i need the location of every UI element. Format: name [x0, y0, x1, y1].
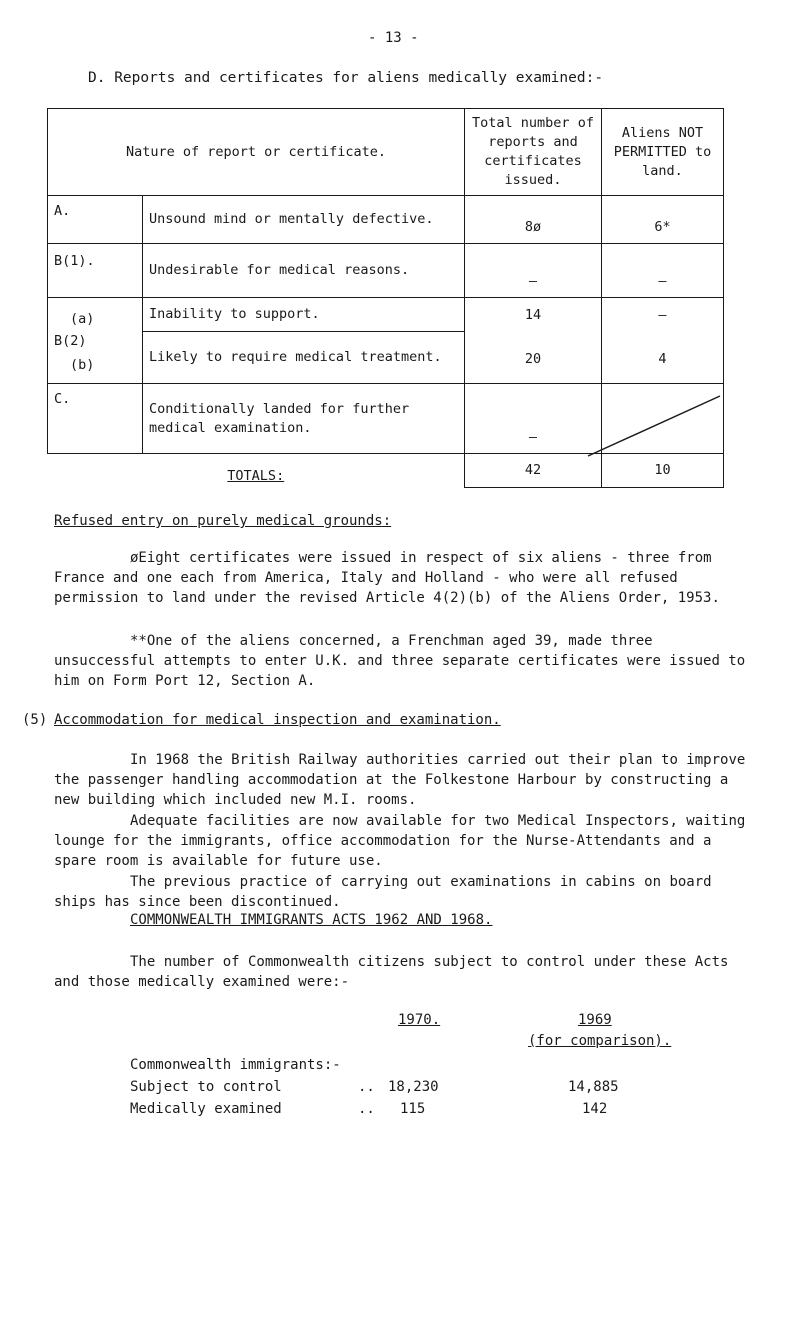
row-total: – — [465, 244, 602, 298]
stat-row-dots: .. — [358, 1079, 375, 1095]
row-aliens: 6* — [602, 196, 724, 244]
stat-value-1969: 142 — [582, 1101, 608, 1117]
header-nature: Nature of report or certificate. — [48, 109, 465, 196]
row-desc: Likely to require medical treatment. — [143, 332, 465, 384]
stat-value-1970: 115 — [400, 1101, 426, 1117]
row-desc: Undesirable for medical reasons. — [143, 244, 465, 298]
row-code: B(1). — [48, 244, 143, 298]
b2-label: B(2) — [54, 333, 87, 349]
section-heading: D. Reports and certificates for aliens medically examined:- — [88, 70, 604, 86]
stats-group-label: Commonwealth immigrants:- — [130, 1057, 341, 1073]
totals-aliens: 10 — [602, 454, 724, 488]
commonwealth-intro: The number of Commonwealth citizens subject to control under these Acts and those medically examined were:- — [54, 954, 729, 990]
row-desc: Conditionally landed for further medical examination. — [143, 384, 465, 454]
row-total-b: 20 — [524, 351, 542, 367]
stat-row-dots: .. — [358, 1101, 375, 1117]
row-aliens-b: 4 — [658, 351, 667, 367]
totals-label: TOTALS: — [227, 467, 285, 484]
b2-aliens-cell — [602, 298, 724, 384]
paragraph-previous-practice: The previous practice of carrying out examinations in cabins on board ships has since been discontinued. — [54, 874, 712, 910]
b2-total-cell — [465, 298, 602, 384]
totals-row — [48, 454, 724, 488]
row-aliens: – — [602, 244, 724, 298]
row-desc: Unsound mind or mentally defective. — [143, 196, 465, 244]
page-number: - 13 - — [368, 30, 419, 46]
header-total: Total number of reports and certificates issued. — [465, 109, 602, 196]
section-5-title: Accommodation for medical inspection and examination. — [54, 712, 501, 728]
comparison-note: (for comparison). — [528, 1033, 672, 1049]
row-code: C. — [48, 384, 143, 454]
row-total: 8ø — [465, 196, 602, 244]
note-eight-certificates: øEight certificates were issued in respect of six aliens - three from France and one each from America, Italy and Holland - who were all refused permission to land under the revised Article 4(2)(b) of the Aliens Order, 1953. — [54, 550, 720, 606]
stat-row-label: Medically examined — [130, 1101, 282, 1117]
row-code: A. — [48, 196, 143, 244]
row-aliens-a: – — [658, 307, 667, 323]
row-total-a: 14 — [524, 307, 542, 323]
paragraph-facilities: Adequate facilities are now available for two Medical Inspectors, waiting lounge for the immigrants, office accommodation for the Nurse-Attendants and a spare room is available for future use. — [54, 813, 746, 869]
paragraph-railway: In 1968 the British Railway authorities carried out their plan to improve the passenger handling accommodation at the Folkestone Harbour by constructing a new building which included new M.I. rooms. — [54, 752, 746, 808]
sub-a-label: (a) — [70, 311, 95, 327]
refused-heading: Refused entry on purely medical grounds: — [54, 513, 392, 529]
stat-value-1969: 14,885 — [568, 1079, 619, 1095]
crossed-out-line — [582, 394, 722, 458]
row-code-b2 — [48, 298, 143, 384]
col-1970-header: 1970. — [398, 1012, 441, 1028]
table-row — [48, 298, 724, 332]
stat-value-1970: 18,230 — [388, 1079, 439, 1095]
col-1969-header: 1969 — [578, 1012, 612, 1028]
sub-b-label: (b) — [70, 357, 95, 373]
row-desc: Inability to support. — [143, 298, 465, 332]
commonwealth-heading: COMMONWEALTH IMMIGRANTS ACTS 1962 AND 1968. — [130, 912, 493, 928]
table-row — [48, 196, 724, 244]
note-frenchman: **One of the aliens concerned, a Frenchman aged 39, made three unsuccessful attempts to enter U.K. and three separate certificates were issued to him on Form Port 12, Section A. — [54, 633, 746, 689]
totals-total: 42 — [465, 454, 602, 488]
table-row — [48, 244, 724, 298]
section-5-number: (5) — [22, 712, 48, 728]
stat-row-label: Subject to control — [130, 1079, 282, 1095]
header-aliens: Aliens NOT PERMITTED to land. — [602, 109, 724, 196]
row-total: – — [465, 384, 602, 454]
